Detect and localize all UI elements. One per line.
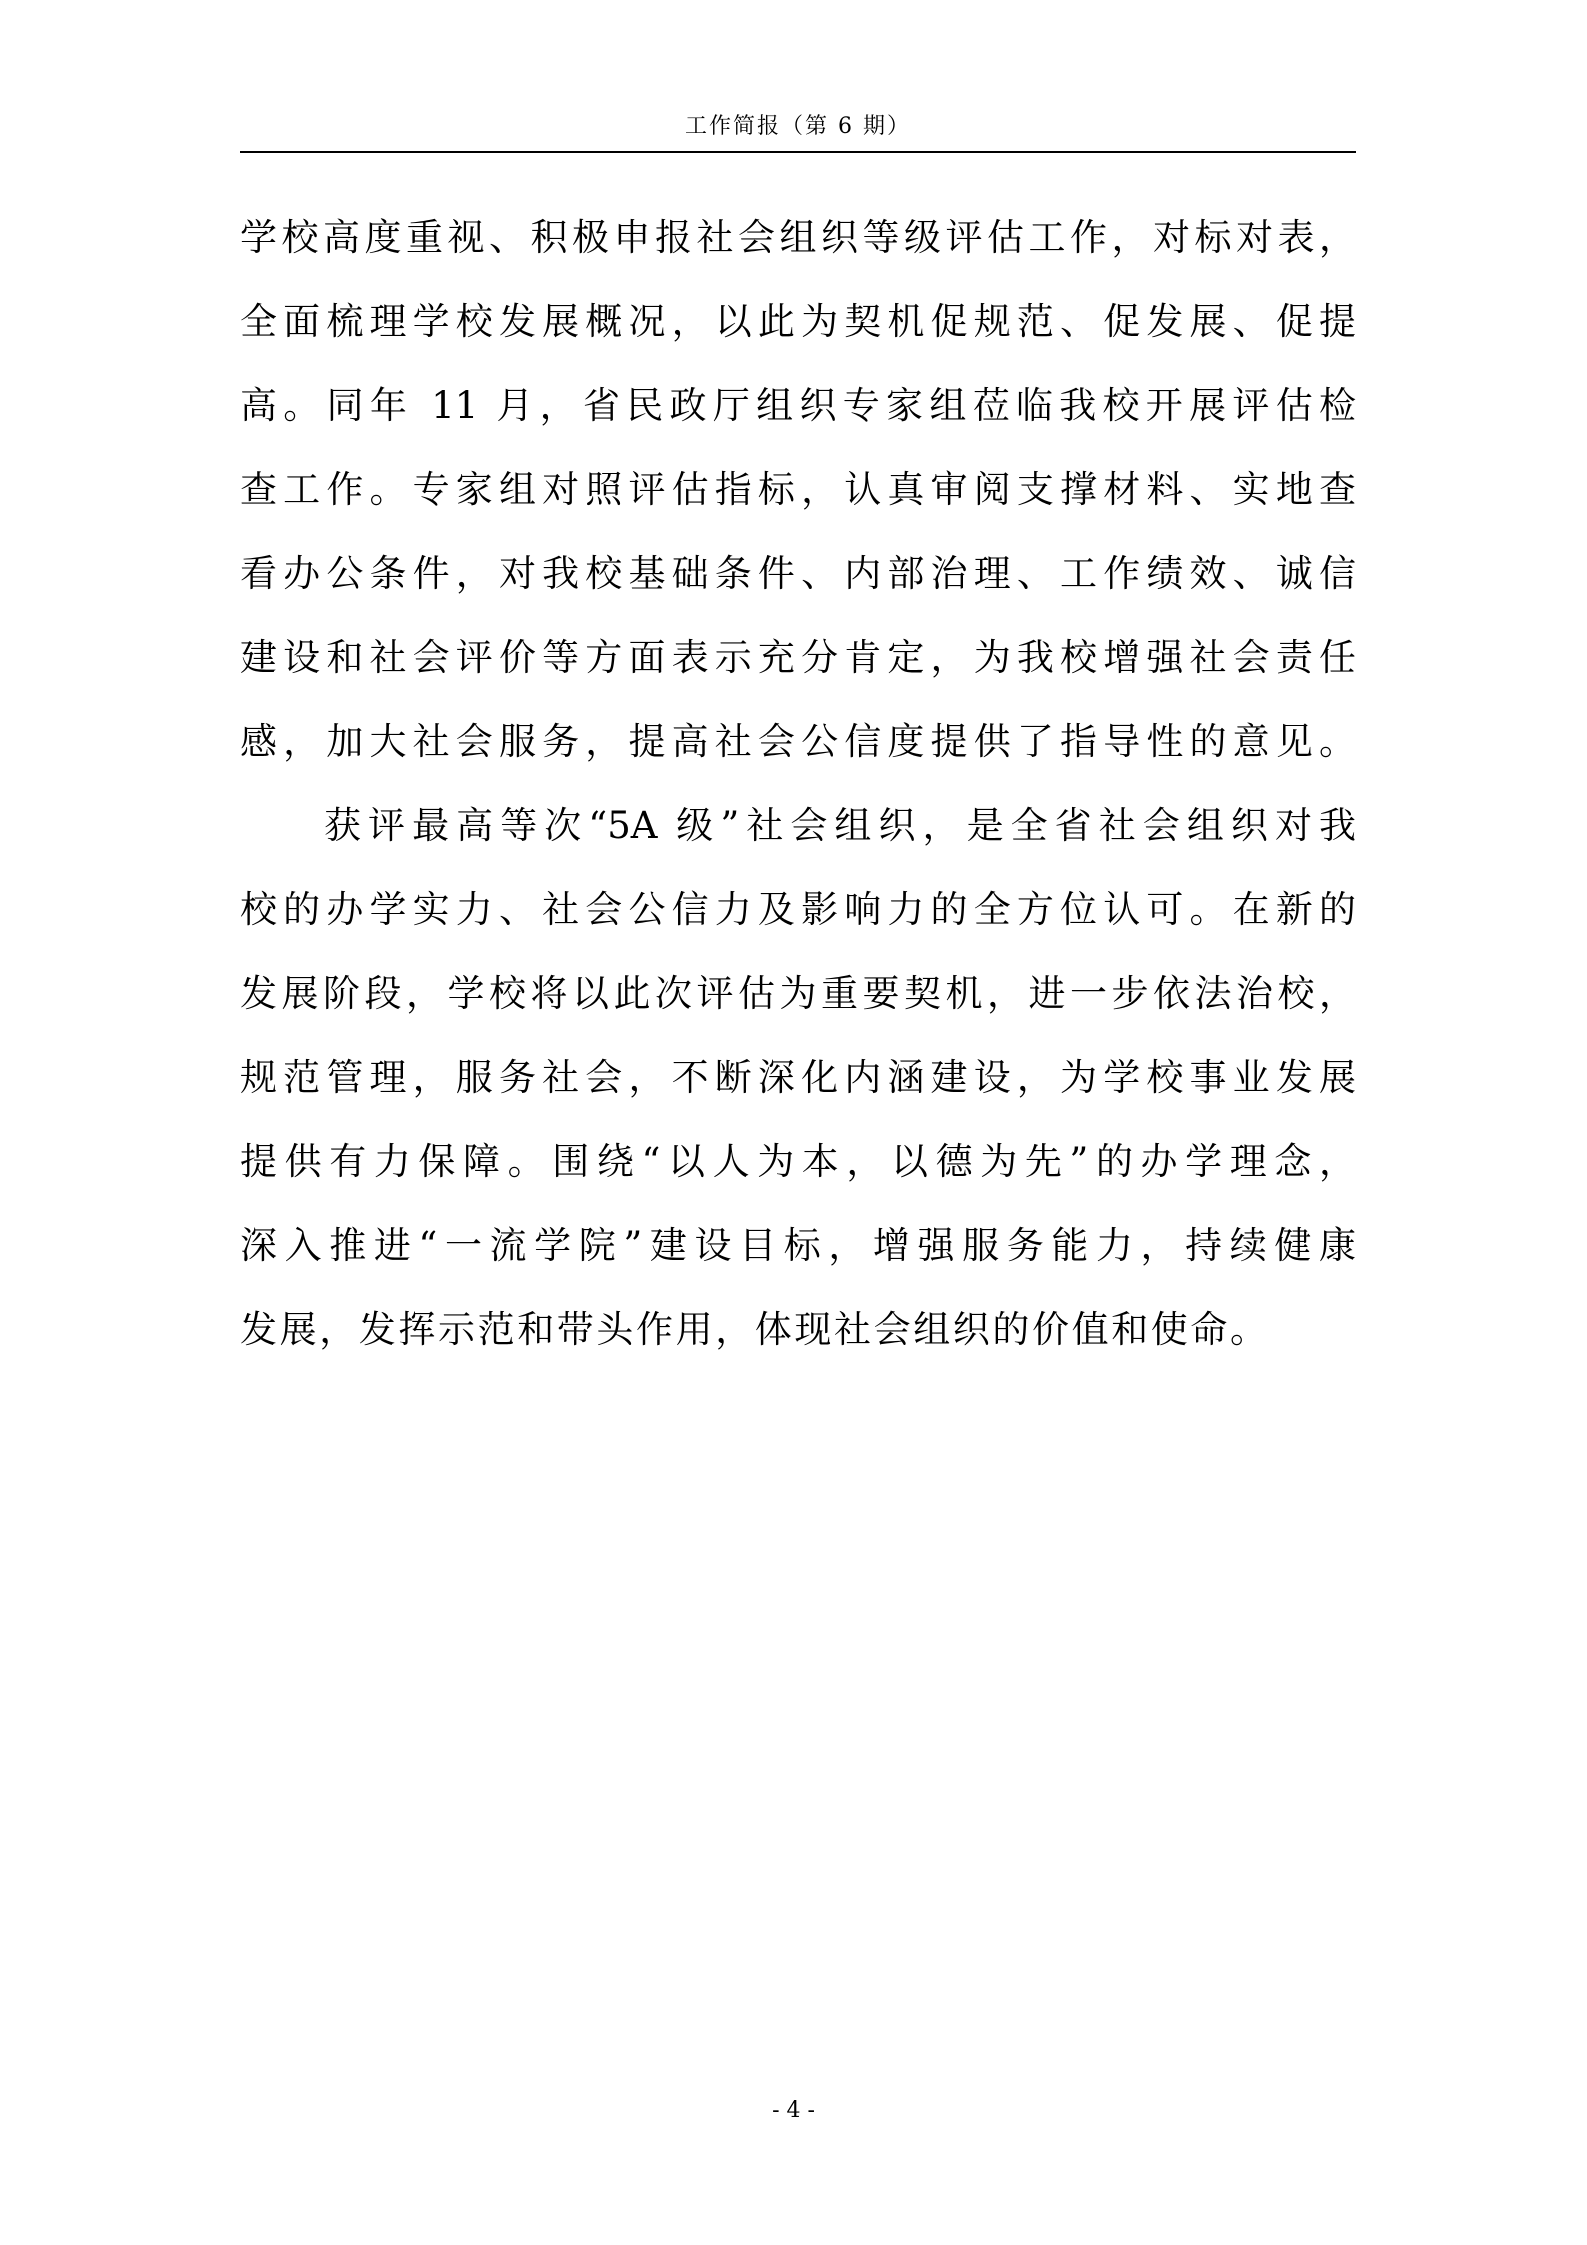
paragraph-line: 学校高度重视、积极申报社会组织等级评估工作，对标对表， <box>240 216 1356 259</box>
body-text <box>240 196 1356 1372</box>
paragraph-line: 建设和社会评价等方面表示充分肯定，为我校增强社会责任 <box>240 636 1356 679</box>
paragraph-line: 感，加大社会服务，提高社会公信度提供了指导性的意见。 <box>240 720 1356 763</box>
paragraph-line: 深入推进“一流学院”建设目标，增强服务能力，持续健康 <box>240 1224 1356 1267</box>
running-header: 工作简报（第 6 期） <box>685 114 911 139</box>
paragraph-line: 看办公条件，对我校基础条件、内部治理、工作绩效、诚信 <box>240 552 1356 595</box>
paragraph-line: 全面梳理学校发展概况，以此为契机促规范、促发展、促提 <box>240 300 1356 343</box>
paragraph-line: 发展，发挥示范和带头作用，体现社会组织的价值和使命。 <box>240 1308 1270 1351</box>
page-number: - 4 - <box>772 2098 815 2123</box>
paragraph-line: 提供有力保障。围绕“以人为本，以德为先”的办学理念， <box>240 1140 1356 1183</box>
paragraph-line: 获评最高等次“5A 级”社会组织，是全省社会组织对我 <box>324 804 1356 847</box>
paragraph-line: 规范管理，服务社会，不断深化内涵建设，为学校事业发展 <box>240 1056 1356 1099</box>
paragraph-line: 高。同年 11 月，省民政厅组织专家组莅临我校开展评估检 <box>240 384 1356 427</box>
paragraph-line: 校的办学实力、社会公信力及影响力的全方位认可。在新的 <box>240 888 1356 931</box>
paragraph-line: 查工作。专家组对照评估指标，认真审阅支撑材料、实地查 <box>240 468 1356 511</box>
header-rule <box>240 151 1356 153</box>
paragraph-line: 发展阶段，学校将以此次评估为重要契机，进一步依法治校， <box>240 972 1356 1015</box>
